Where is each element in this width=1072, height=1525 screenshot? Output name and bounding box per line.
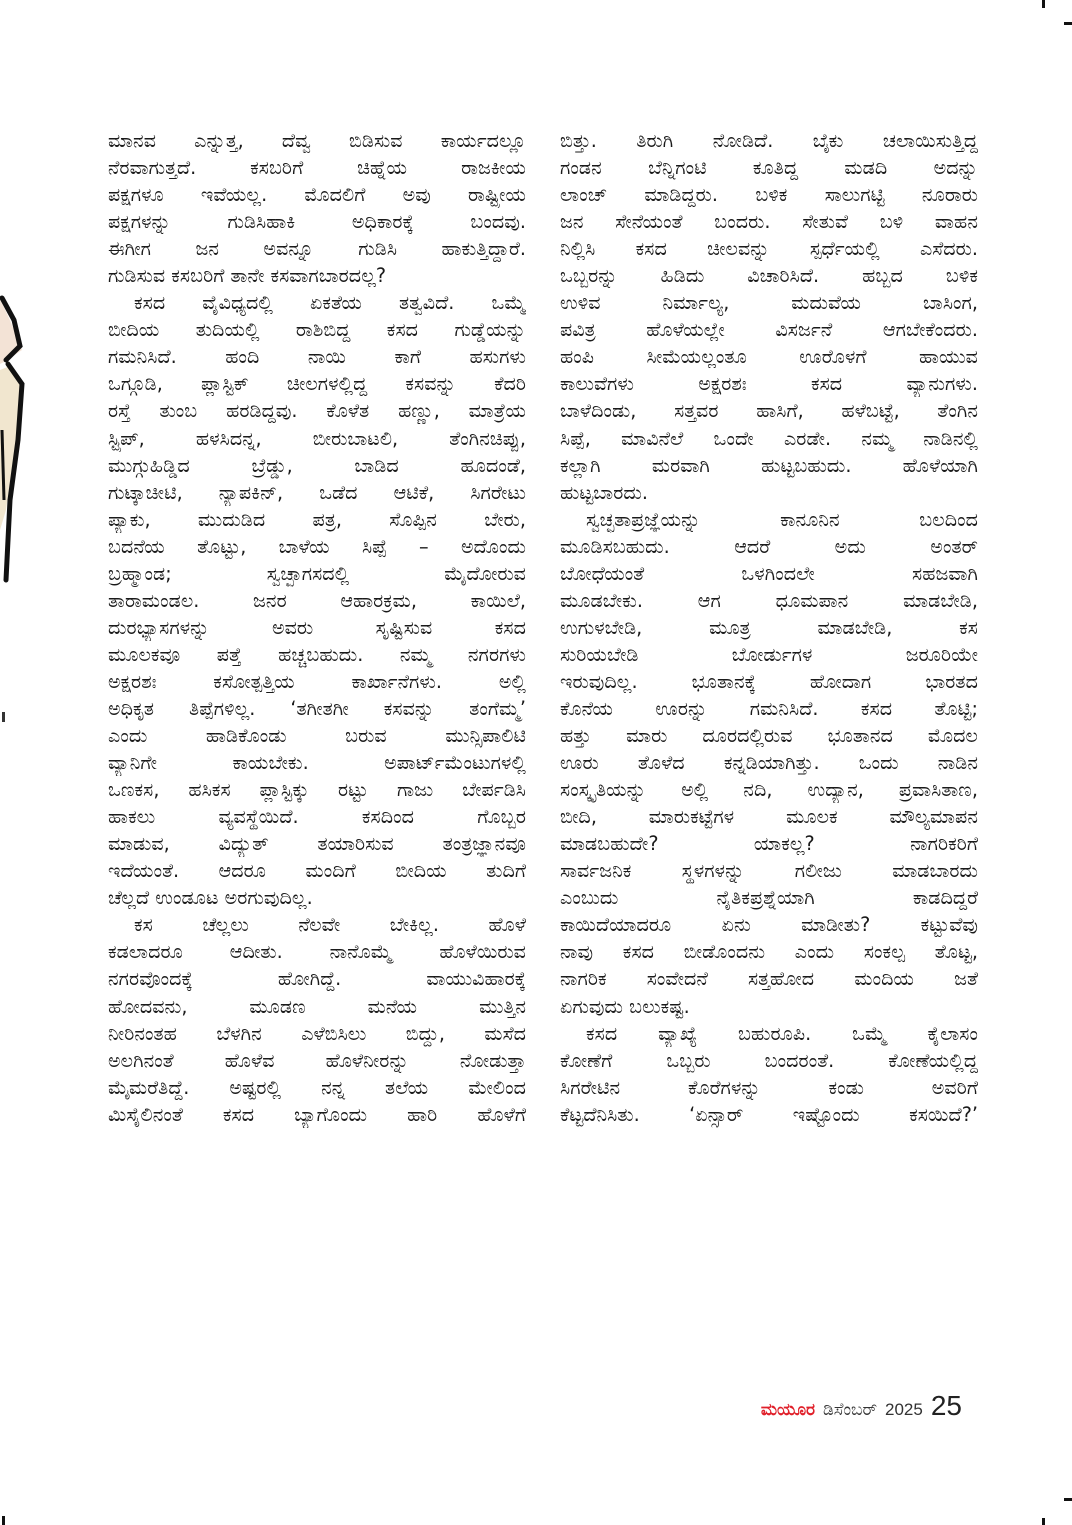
article-line: ಈಗೀಗ ಜನ ಅವನ್ನೂ ಗುಡಿಸಿ ಹಾಕುತ್ತಿದ್ದಾರೆ. [108, 237, 526, 261]
article-line: ಹಂಪಿ ಸೀಮೆಯಲ್ಲಂತೂ ಊರೊಳಗೆ ಹಾಯುವ [560, 345, 978, 369]
article-line: ಕಸ ಚೆಲ್ಲಲು ನೆಲವೇ ಬೇಕಿಲ್ಲ. ಹೊಳೆ [134, 913, 526, 937]
article-line: ಕಾಯಿದೆಯಾದರೂ ಏನು ಮಾಡೀತು? ಕಟ್ಟುವೆವು [560, 913, 978, 937]
article-line: ಲಾಂಚ್ ಮಾಡಿದ್ದರು. ಬಳಿಕ ಸಾಲುಗಟ್ಟಿ ನೂರಾರು [560, 183, 978, 207]
article-line: ಕಡಲಾದರೂ ಆದೀತು. ನಾನೊಮ್ಮೆ ಹೊಳೆಯಿರುವ [108, 940, 526, 964]
article-line: ಒಣಕಸ, ಹಸಿಕಸ ಪ್ಲಾಸ್ಟಿಕ್ಕು ರಟ್ಟು ಗಾಜು ಬೇರ್ಪಡಿಸಿ [108, 778, 526, 802]
article-line: ಮೂಡಬೇಕು. ಆಗ ಧೂಮಪಾನ ಮಾಡಬೇಡಿ, [560, 588, 978, 612]
article-line: ಮೂಡಿಸಬಹುದು. ಆದರೆ ಅದು ಅಂತರ್ [560, 534, 978, 558]
article-line: ಮಾನವ ಎನ್ನುತ್ತ, ದೆವ್ವ ಬಿಡಿಸುವ ಕಾರ್ಯದಲ್ಲೂ [108, 129, 526, 152]
article-line: ಮೈಮರೆತಿದ್ದೆ. ಅಷ್ಟರಲ್ಲಿ ನನ್ನ ತಲೆಯ ಮೇಲಿಂದ [108, 1075, 526, 1099]
issue-month: ಡಿಸೆಂಬರ್ [823, 1400, 878, 1420]
article-line: ಗುಡಿಸುವ ಕಸಬರಿಗೆ ತಾನೇ ಕಸವಾಗಬಾರದಲ್ಲ? [108, 264, 387, 288]
article-line: ಪವಿತ್ರ ಹೊಳೆಯಲ್ಲೇ ವಿಸರ್ಜನೆ ಆಗಬೇಕೆಂದರು. [560, 318, 978, 342]
article-line: ಸ್ವಚ್ಛತಾಪ್ರಜ್ಞೆಯನ್ನು ಕಾನೂನಿನ ಬಲದಿಂದ [586, 507, 978, 531]
article-line: ಎಂದು ಹಾಡಿಕೊಂಡು ಬರುವ ಮುನ್ಸಿಪಾಲಿಟಿ [108, 724, 526, 748]
crop-mark-top-right [1042, 0, 1045, 8]
crop-mark-right-bottom [1064, 1498, 1072, 1501]
article-line: ನೆರವಾಗುತ್ತದೆ. ಕಸಬರಿಗೆ ಚಿಹ್ನೆಯ ರಾಜಕೀಯ [108, 156, 526, 180]
article-line: ಮುಗ್ಗುಹಿಡ್ಡಿದ ಬ್ರೆಡ್ಡು, ಬಾಡಿದ ಹೂದಂಡೆ, [108, 453, 526, 477]
illustration-fragment [0, 280, 30, 740]
crop-mark-right-top [1064, 22, 1072, 25]
article-line: ಬದನೆಯ ತೊಟ್ಟು, ಬಾಳೆಯ ಸಿಪ್ಪೆ – ಅದೊಂದು [108, 534, 526, 558]
article-line: ಗಂಡನ ಬೆನ್ನಿಗಂಟಿ ಕೂತಿದ್ದ ಮಡದಿ ಅದನ್ನು [560, 156, 978, 180]
article-line: ಅಕ್ಷರಶಃ ಕಸೋತ್ಪತ್ತಿಯ ಕಾರ್ಖಾನೆಗಳು. ಅಲ್ಲಿ [108, 669, 526, 693]
article-line: ನಿಲ್ಲಿಸಿ ಕಸದ ಚೀಲವನ್ನು ಸ್ಪರ್ಧೆಯಲ್ಲಿ ಎಸೆದರು. [560, 237, 978, 261]
article-line: ಮಾಡುವ, ವಿದ್ಯುತ್ ತಯಾರಿಸುವ ತಂತ್ರಜ್ಞಾನವೂ [108, 832, 526, 856]
article-line: ಕಸದ ವ್ಯಾಖ್ಯೆ ಬಹುರೂಪಿ. ಒಮ್ಮೆ ಕೈಲಾಸಂ [586, 1021, 978, 1045]
article-line: ಹೋದವನು, ಮೂಡಣ ಮನೆಯ ಮುತ್ತಿನ [108, 994, 526, 1018]
article-line: ಉಗುಳಬೇಡಿ, ಮೂತ್ರ ಮಾಡಬೇಡಿ, ಕಸ [560, 615, 978, 639]
article-line: ಸ್ಟ್ರಿಪ್, ಹಳಸಿದನ್ನ, ಬೀರುಬಾಟಲಿ, ತೆಂಗಿನಚಿಪ್ಪು, [108, 426, 526, 450]
article-line: ಎಂಬುದು ನೈತಿಕಪ್ರಶ್ನೆಯಾಗಿ ಕಾಡದಿದ್ದರೆ [560, 886, 978, 910]
article-line: ಬಾಳೆದಿಂಡು, ಸತ್ತವರ ಹಾಸಿಗೆ, ಹಳೆಬಟ್ಟೆ, ತೆಂಗಿನ [560, 399, 978, 423]
article-line: ಕೆಟ್ಟದೆನಿಸಿತು. ‘ಏನ್ಸಾರ್ ಇಷ್ಟೊಂದು ಕಸಯಿದೆ?’ [560, 1102, 978, 1126]
article-line: ಹಾಕಲು ವ್ಯವಸ್ಥೆಯಿದೆ. ಕಸದಿಂದ ಗೊಬ್ಬರ [108, 805, 526, 829]
crop-mark-bottom-right [1042, 1518, 1045, 1525]
article-line: ಏಗುವುದು ಬಲುಕಷ್ಟ. [560, 994, 690, 1018]
article-line: ನೀರಿನಂತಹ ಬೆಳಗಿನ ಎಳೆಬಿಸಿಲು ಬಿದ್ದು, ಮಸೆದ [108, 1021, 526, 1045]
article-line: ನಗರವೊಂದಕ್ಕೆ ಹೋಗಿದ್ದೆ. ವಾಯುವಿಹಾರಕ್ಕೆ [108, 967, 526, 991]
magazine-brand-logo: ಮಯೂರ [760, 1400, 816, 1420]
article-line: ಹುಟ್ಟಬಾರದು. [560, 480, 648, 504]
article-line: ಕಾಲುವೆಗಳು ಅಕ್ಷರಶಃ ಕಸದ ವ್ಯಾನುಗಳು. [560, 372, 978, 396]
article-line: ಪ್ಯಾಕು, ಮುದುಡಿದ ಪತ್ರ, ಸೊಪ್ಪಿನ ಬೇರು, [108, 507, 526, 531]
article-line: ಬಿತ್ತು. ತಿರುಗಿ ನೋಡಿದೆ. ಬೈಕು ಚಲಾಯಿಸುತ್ತಿದ್ದ [560, 129, 978, 152]
article-line: ಅಧಿಕೃತ ತಿಪ್ಪೆಗಳಿಲ್ಲ. ‘ತಗೀತಗೀ ಕಸವನ್ನು ತಂಗೆಮ್ಮ’ [108, 696, 526, 720]
article-line: ಕೋಣೆಗೆ ಒಬ್ಬರು ಬಂದರಂತೆ. ಕೋಣೆಯಲ್ಲಿದ್ದ [560, 1048, 978, 1072]
article-line: ಕಸದ ವೈವಿಧ್ಯದಲ್ಲಿ ಏಕತೆಯ ತತ್ವವಿದೆ. ಒಮ್ಮೆ [134, 291, 526, 315]
article-line: ನಾವು ಕಸದ ಬೀಡೊಂದನು ಎಂದು ಸಂಕಲ್ಪ ತೊಟ್ಟ, [560, 940, 978, 964]
article-line: ಮೂಲಕವೂ ಪತ್ತೆ ಹಚ್ಚಬಹುದು. ನಮ್ಮ ನಗರಗಳು [108, 642, 526, 666]
article-line: ತಾರಾಮಂಡಲ. ಜನರ ಆಹಾರಕ್ರಮ, ಕಾಯಿಲೆ, [108, 588, 526, 612]
article-line: ಉಳಿವ ನಿರ್ಮಾಲ್ಯ, ಮದುವೆಯ ಬಾಸಿಂಗ, [560, 291, 978, 315]
article-line: ಗುಟ್ಕಾಚೀಟಿ, ನ್ಯಾಪಕಿನ್, ಒಡೆದ ಆಟಿಕೆ, ಸಿಗರೇಟು [108, 480, 526, 504]
article-line: ಬೀದಿ, ಮಾರುಕಟ್ಟೆಗಳ ಮೂಲಕ ಮೌಲ್ಯಮಾಪನ [560, 805, 978, 829]
article-line: ಮಾಡಬಹುದೇ? ಯಾಕಲ್ಲ? ನಾಗರಿಕರಿಗೆ [560, 832, 978, 856]
article-line: ಮಿಸೈಲಿನಂತೆ ಕಸದ ಬ್ಯಾಗೊಂದು ಹಾರಿ ಹೊಳೆಗೆ [108, 1102, 526, 1126]
article-line: ರಸ್ತೆ ತುಂಬ ಹರಡಿದ್ದವು. ಕೊಳೆತ ಹಣ್ಣು, ಮಾತ್ರೆಯ [108, 399, 526, 423]
article-column-right [560, 127, 978, 1128]
article-line: ಇದೆಯಂತೆ. ಆದರೂ ಮಂದಿಗೆ ಬೀದಿಯ ತುದಿಗೆ [108, 859, 526, 883]
article-line: ಗಮನಿಸಿದೆ. ಹಂದಿ ನಾಯಿ ಕಾಗೆ ಹಸುಗಳು [108, 345, 526, 369]
article-line: ದುರಭ್ಯಾಸಗಳನ್ನು ಅವರು ಸೃಷ್ಟಿಸುವ ಕಸದ [108, 615, 526, 639]
article-line: ಇರುವುದಿಲ್ಲ. ಭೂತಾನಕ್ಕೆ ಹೋದಾಗ ಭಾರತದ [560, 669, 978, 693]
article-line: ಕಲ್ಲಾಗಿ ಮರವಾಗಿ ಹುಟ್ಟಬಹುದು. ಹೊಳೆಯಾಗಿ [560, 453, 978, 477]
article-line: ಚೆಲ್ಲದೆ ಉಂಡೂಟ ಅರಗುವುದಿಲ್ಲ. [108, 886, 313, 910]
article-line: ಒಬ್ಬರನ್ನು ಹಿಡಿದು ವಿಚಾರಿಸಿದೆ. ಹಬ್ಬದ ಬಳಿಕ [560, 264, 978, 288]
article-line: ಸಂಸ್ಕೃತಿಯನ್ನು ಅಲ್ಲಿ ನದಿ, ಉದ್ಯಾನ, ಪ್ರವಾಸಿತಾಣ, [560, 778, 978, 802]
article-line: ಸಿಪ್ಪೆ, ಮಾವಿನೆಲೆ ಒಂದೇ ಎರಡೇ. ನಮ್ಮ ನಾಡಿನಲ್ಲಿ [560, 426, 978, 450]
article-column-left [108, 127, 526, 1128]
article-line: ಬೀದಿಯ ತುದಿಯಲ್ಲಿ ರಾಶಿಬಿದ್ದ ಕಸದ ಗುಡ್ಡೆಯನ್ನು [108, 318, 526, 342]
article-line: ವ್ಯಾನಿಗೇ ಕಾಯಬೇಕು. ಅಪಾರ್ಟ್‌ಮೆಂಟುಗಳಲ್ಲಿ [108, 751, 526, 775]
article-line: ಸುರಿಯಬೇಡಿ ಬೋರ್ಡುಗಳ ಜರೂರಿಯೇ [560, 642, 978, 666]
article-line: ಬ್ರಹ್ಮಾಂಡ; ಸ್ವಚ್ಛಾಗಸದಲ್ಲಿ ಮೈದೋರುವ [108, 561, 526, 585]
article-line: ಹತ್ತು ಮಾರು ದೂರದಲ್ಲಿರುವ ಭೂತಾನದ ಮೊದಲ [560, 724, 978, 748]
article-line: ಪಕ್ಷಗಳನ್ನು ಗುಡಿಸಿಹಾಕಿ ಅಧಿಕಾರಕ್ಕೆ ಬಂದವು. [108, 210, 526, 234]
article-line: ಸಾರ್ವಜನಿಕ ಸ್ಥಳಗಳನ್ನು ಗಲೀಜು ಮಾಡಬಾರದು [560, 859, 978, 883]
page-number: 25 [930, 1390, 962, 1421]
article-line: ನಾಗರಿಕ ಸಂವೇದನೆ ಸತ್ತಹೋದ ಮಂದಿಯ ಜತೆ [560, 967, 978, 991]
article-line: ಊರು ತೊಳೆದ ಕನ್ನಡಿಯಾಗಿತ್ತು. ಒಂದು ನಾಡಿನ [560, 751, 978, 775]
article-line: ಒಗ್ಗೂಡಿ, ಪ್ಲಾಸ್ಟಿಕ್ ಚೀಲಗಳಲ್ಲಿದ್ದ ಕಸವನ್ನು ಕೆದರಿ [108, 372, 526, 396]
article-line: ಕೊನೆಯ ಊರನ್ನು ಗಮನಿಸಿದೆ. ಕಸದ ತೊಟ್ಟಿ; [560, 696, 978, 720]
page-footer [761, 1390, 962, 1422]
crop-mark-bottom-left [2, 1516, 5, 1525]
article-line: ಪಕ್ಷಗಳೂ ಇವೆಯಲ್ಲ. ಮೊದಲಿಗೆ ಅವು ರಾಷ್ಟ್ರೀಯ [108, 183, 526, 207]
article-line: ಸಿಗರೇಟಿನ ಕೊರೆಗಳನ್ನು ಕಂಡು ಅವರಿಗೆ [560, 1075, 978, 1099]
article-line: ಅಲಗಿನಂತೆ ಹೊಳೆವ ಹೊಳೆನೀರನ್ನು ನೋಡುತ್ತಾ [108, 1048, 526, 1072]
issue-year: 2025 [885, 1400, 923, 1419]
article-line: ಜನ ಸೇನೆಯಂತೆ ಬಂದರು. ಸೇತುವೆ ಬಳಿ ವಾಹನ [560, 210, 978, 234]
article-line: ಬೋಧೆಯಂತೆ ಒಳಗಿಂದಲೇ ಸಹಜವಾಗಿ [560, 561, 978, 585]
